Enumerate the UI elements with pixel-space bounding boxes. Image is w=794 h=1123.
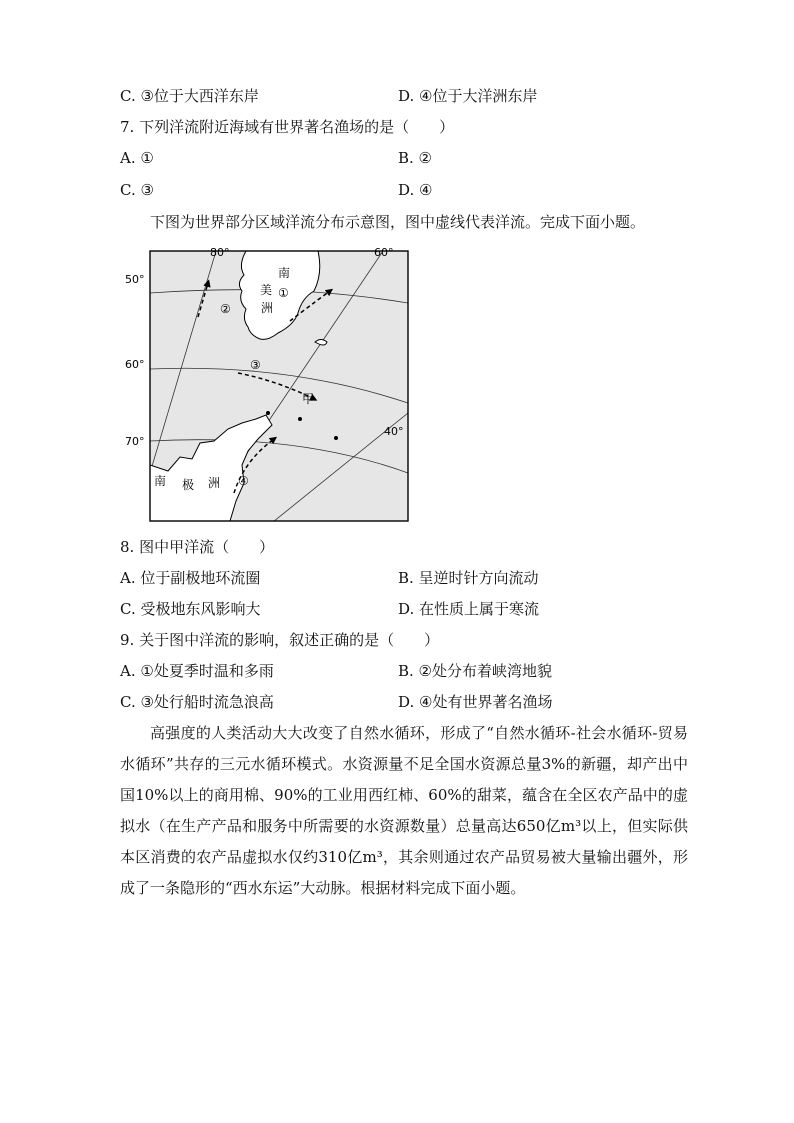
q6-option-d: D. ④位于大洋洲东岸 xyxy=(398,87,538,105)
q9-option-c: C. ③处行船时流急浪高 xyxy=(120,693,274,711)
label-antarctica-2: 极 xyxy=(182,478,195,492)
q7-option-a: A. ① xyxy=(120,149,154,167)
q9-option-d: D. ④处有世界著名渔场 xyxy=(398,693,553,711)
label-antarctica-3: 洲 xyxy=(208,476,221,490)
current-label-jia: 甲 xyxy=(302,392,315,406)
q6-option-c: C. ③位于大西洋东岸 xyxy=(120,87,259,105)
current-label-4: ④ xyxy=(238,474,249,488)
label-south-america-1: 南 xyxy=(278,266,291,280)
q8-stem: 8. 图中甲洋流（ ） xyxy=(120,538,275,556)
lon-label-80: 80° xyxy=(210,246,230,259)
q7-stem: 7. 下列洋流附近海域有世界著名渔场的是（ ） xyxy=(120,118,455,136)
q8-option-c: C. 受极地东风影响大 xyxy=(120,600,261,618)
label-antarctica-1: 南 xyxy=(154,474,167,488)
q7-option-c: C. ③ xyxy=(120,181,154,199)
map-intro: 下图为世界部分区域洋流分布示意图，图中虚线代表洋流。完成下面小题。 xyxy=(150,213,646,231)
lat-label-50: 50° xyxy=(125,273,145,286)
label-south-america-3: 洲 xyxy=(261,301,274,315)
lon-label-40: 40° xyxy=(384,425,404,438)
q8-option-b: B. 呈逆时针方向流动 xyxy=(398,569,539,587)
lon-label-60: 60° xyxy=(374,246,394,259)
current-label-3: ③ xyxy=(250,358,261,372)
q7-option-b: B. ② xyxy=(398,149,433,167)
lat-label-60: 60° xyxy=(125,358,145,371)
q8-option-d: D. 在性质上属于寒流 xyxy=(398,600,540,618)
q9-stem: 9. 关于图中洋流的影响，叙述正确的是（ ） xyxy=(120,631,440,649)
q8-option-a: A. 位于副极地环流圈 xyxy=(120,569,261,587)
current-label-2: ② xyxy=(220,302,231,316)
lat-label-70: 70° xyxy=(125,435,145,448)
label-south-america-2: 美 xyxy=(260,283,273,297)
ocean-current-map xyxy=(118,243,418,526)
material-paragraph: 高强度的人类活动大大改变了自然水循环，形成了“自然水循环-社会水循环-贸易水循环”共存的三元水循环模式。水资源量不足全国水资源总量3%的新疆，却产出中国10%以上的商用棉、90%的工业用西红柿、60%的甜菜，蕴含在全区农产品中的虚拟水（在生产产品和服务中所需要的水资源数量）总量高达650亿m³以上，但实际供本区消费的农产品虚拟水仅约310亿m³，其余则通过农产品贸易被大量输出疆外，形成了一条隐形的“西水东运”大动脉。根据材料完成下面小题。 xyxy=(120,724,688,897)
q9-option-b: B. ②处分布着峡湾地貌 xyxy=(398,662,553,680)
current-label-1: ① xyxy=(278,286,289,300)
q9-option-a: A. ①处夏季时温和多雨 xyxy=(120,662,274,680)
q7-option-d: D. ④ xyxy=(398,181,433,199)
